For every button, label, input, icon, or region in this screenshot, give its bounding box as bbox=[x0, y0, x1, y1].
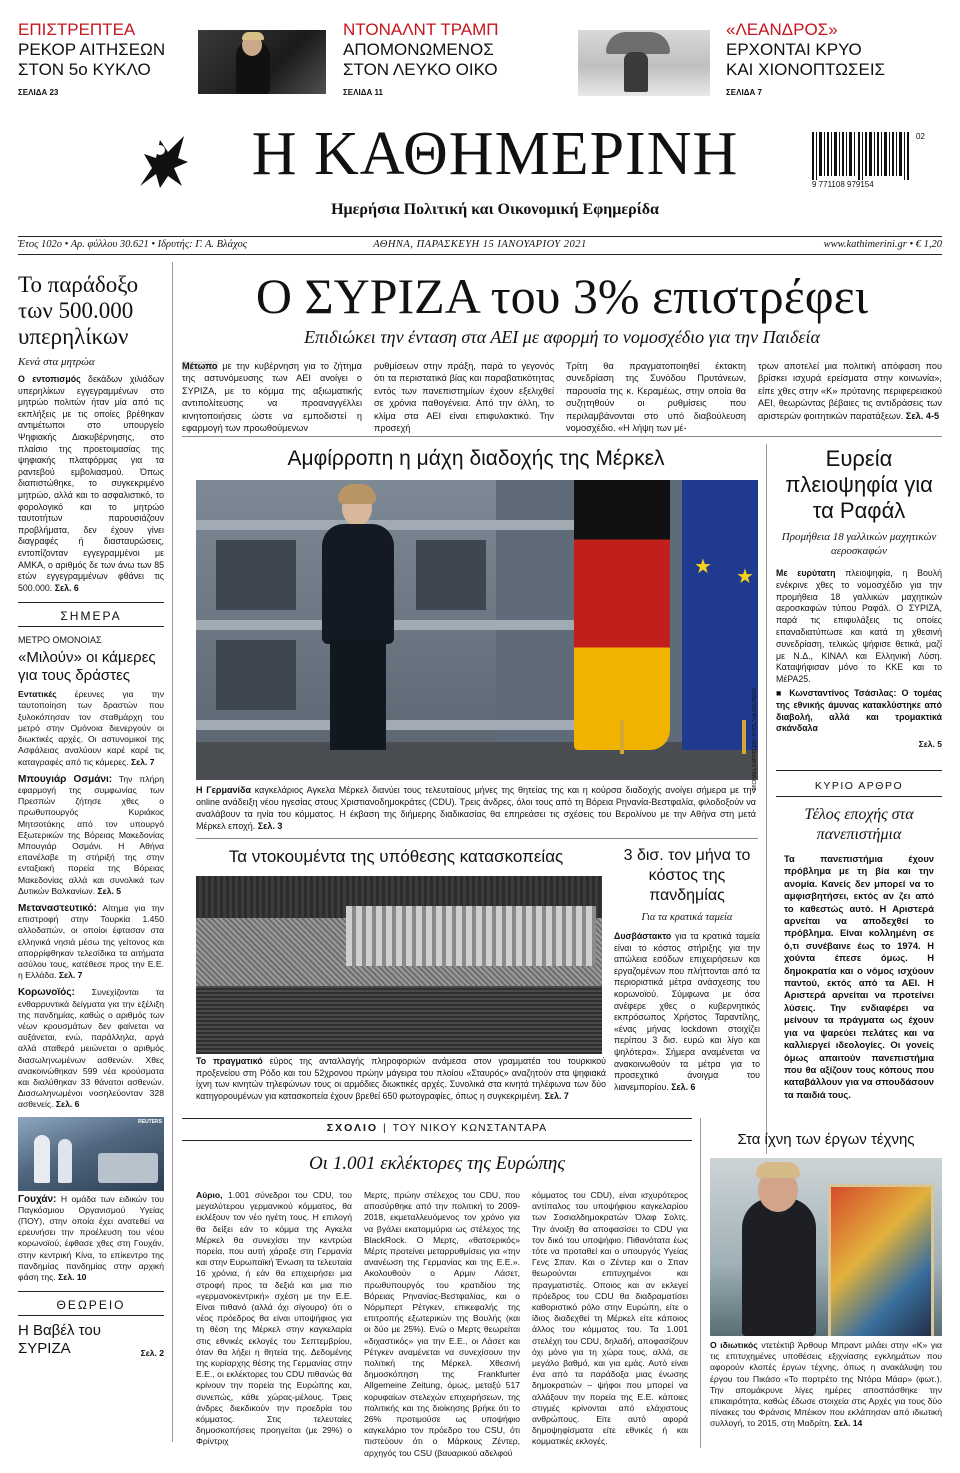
teaser-title: ΣΤΟΝ 5ο ΚΥΚΛΟ bbox=[18, 60, 151, 79]
sphinx-logo-icon bbox=[130, 128, 194, 194]
theoreio-header bbox=[18, 1291, 164, 1316]
commentary-title[interactable]: Οι 1.001 εκλέκτορες της Ευρώπης bbox=[308, 1153, 566, 1174]
rafale-body-text: πλειοψηφία, η Βουλή ενέκρινε χθες το νομοσχέδιο για την προμήθεια 18 γαλλικών μαχητικών αεροσκαφών τύπου Ραφάλ. Ο ΣΥΡΙΖΑ, παρά τις επιφυλάξεις τις οποίες επαναδιατύπωσε και κατά τη χθεσινή συνεδρίαση, τελικώς ψήφισε θετικά, μαζί με Ν.Δ., ΚΙΝΑΛ και Ελληνική Λύση. Καταψήφισαν μόνο το ΚΚΕ και το ΜέΡΑ25. bbox=[776, 568, 942, 685]
photo-credit: REUTERS bbox=[138, 1118, 162, 1125]
art-column-rule bbox=[700, 1118, 701, 1448]
brief-item bbox=[18, 903, 164, 981]
brief-text: Αίτημα για την επιστροφή στην Τουρκία 1.450 αλλοδαπών, οι οποίοι έφτασαν στα ελληνικά νησιά μέσω της γείτονος και απορρίφθηκαν τελεσίδικα τα αιτήματα ασύλου τους, κατέθεσε προς την Ε.Ε. η Ελλάδα. bbox=[18, 902, 164, 981]
detective-figure bbox=[742, 1198, 816, 1336]
brief-item bbox=[18, 774, 164, 897]
teaser-title: ΣΤΟΝ ΛΕΥΚΟ ΟΙΚΟ bbox=[343, 60, 498, 79]
center-right-rule bbox=[766, 444, 767, 1154]
teaser-kicker: ΕΠΙΣΤΡΕΠΤΕΑ bbox=[18, 20, 136, 39]
today-header bbox=[18, 602, 164, 627]
teaser-title: ΕΡΧΟΝΤΑΙ ΚΡΥΟ bbox=[726, 40, 862, 59]
espionage-headline[interactable]: Τα ντοκουμέντα της υπόθεσης κατασκοπείας bbox=[228, 847, 564, 866]
rafale-body bbox=[776, 568, 942, 686]
merkel-photo bbox=[196, 480, 758, 780]
floor bbox=[196, 742, 758, 780]
editorial-header-box bbox=[776, 771, 942, 797]
teaser-page: ΣΕΛΙΔΑ 23 bbox=[18, 88, 59, 97]
brief-ref: Σελ. 7 bbox=[56, 970, 83, 981]
metro-body-lead: Εντατικές bbox=[18, 689, 57, 700]
lead-col bbox=[182, 360, 362, 434]
trump-hair bbox=[242, 32, 264, 40]
commentary-label: ΣΧΟΛΙΟ bbox=[326, 1122, 379, 1134]
building-window bbox=[216, 540, 296, 610]
lead-col-lead: Μέτωπο bbox=[182, 361, 218, 371]
lead-col-text: με την κυβέρνηση για το ζήτημα της αστυνόμευσης των ΑΕΙ ανοίγει ο ΣΥΡΙΖΑ, με το κόμμα της αξιωματικής αντιπολίτευσης να προαναγγέλλει κινητοποιήσεις ώστε να εμποδιστεί η εφαρμογή των προωθούμενων bbox=[182, 361, 362, 434]
commentary-col bbox=[196, 1190, 352, 1448]
newspaper-name: Η ΚΑΘΗΜΕΡΙΝΗ bbox=[251, 120, 739, 188]
wuhan-ref: Σελ. 10 bbox=[55, 1272, 87, 1283]
building-balcony bbox=[196, 720, 576, 730]
theoreio-title[interactable]: Η Βαβέλ του ΣΥΡΙΖΑ bbox=[18, 1322, 101, 1358]
art-caption bbox=[710, 1340, 942, 1430]
masthead bbox=[0, 110, 960, 236]
newspaper-subtitle: Ημερήσια Πολιτική και Οικονομική Εφημερίδα bbox=[331, 201, 659, 218]
commentary-header-rule bbox=[182, 1140, 692, 1141]
pandemic-body bbox=[614, 931, 760, 1093]
issue-date: ΑΘΗΝΑ, ΠΑΡΑΣΚΕΥΗ 15 ΙΑΝΟΥΑΡΙΟΥ 2021 bbox=[373, 239, 587, 250]
lead-col-text: Τρίτη θα πραγματοποιηθεί έκτακτη συνεδρίαση της Συνόδου Πρυτάνεων, παρουσία της κ. Κεραμέως, στην οποία θα συζητηθούν οι ρυθμίσεις που περιλαμβάνονται στο υπό διαβούλευση νομοσχέδιο. «Η λήψη των μέ- bbox=[566, 361, 746, 434]
wuhan-photo bbox=[18, 1117, 164, 1191]
picasso-painting bbox=[828, 1184, 934, 1336]
lead-col bbox=[374, 360, 554, 434]
teaser-kicker: «ΛΕΑΝΔΡΟΣ» bbox=[726, 20, 838, 39]
barcode-issue: 02 bbox=[916, 132, 925, 141]
eu-star-icon: ★ bbox=[694, 556, 712, 578]
lead-col bbox=[566, 360, 746, 434]
brief-item bbox=[18, 987, 164, 1110]
flagpole bbox=[742, 720, 746, 754]
teaser-title: ΡΕΚΟΡ ΑΙΤΗΣΕΩΝ bbox=[18, 40, 166, 59]
umbrella bbox=[606, 32, 670, 54]
wuhan-text: Η ομάδα των ειδικών του Παγκόσμιου Οργανισμού Υγείας (ΠΟΥ), στην οποία έχει ανατεθεί να ερευνήσει την προέλευση του νέου κορωνοϊού, έφθασε χθες στη Γουχάν, στην κεντρική Κίνα, το επίκεντρο της πανδημίας πανδημίας στην αρχική φάση της. bbox=[18, 1193, 164, 1283]
left-lead-body-lead: Ο εντοπισμός bbox=[18, 374, 81, 384]
merkel-caption-text: καγκελάριος Αγκελα Μέρκελ διανύει τους τελευταίους μήνες της θητείας της και η κούρσα διαδοχής ανοίγει σήμερα με την online ανάδειξη νέου ηγεσίας στους Χριστιανοδημοκράτες (CDU). Τρεις άνδρες, όλοι τους από τη Βόρεια Ρηνανία-Βεστφαλία, φιλοδοξούν να αναλάβουν τα ηνία του κόμματος. Η έκβαση της διήμερης διαδικασίας θα επηρεάσει τις σχέσεις του Βερολίνου με την Αθήνα στη μετά Μέρκελ εποχή. bbox=[196, 785, 756, 831]
espionage-caption-lead: Το πραγματικό bbox=[196, 1056, 263, 1066]
merkel-headline[interactable]: Αμφίρροπη η μάχη διαδοχής της Μέρκελ bbox=[287, 447, 665, 470]
teaser-title: ΚΑΙ ΧΙΟΝΟΠΤΩΣΕΙΣ bbox=[726, 60, 886, 79]
teaser-card[interactable] bbox=[18, 20, 188, 102]
teaser-page: ΣΕΛΙΔΑ 7 bbox=[726, 88, 762, 97]
commentary-header bbox=[182, 1122, 692, 1134]
lead-subhead: Επιδιώκει την ένταση στα ΑΕΙ με αφορμή το νομοσχέδιο για την Παιδεία bbox=[304, 327, 820, 347]
art-caption-text: ντετέκτιβ Άρθουρ Μπραντ μιλάει στην «Κ» για τις επιτυχημένες υποθέσεις εξιχνίασης εγκλημάτων που αφορούν κλοπές έργων τέχνης, όπως η ανακάλυψη του έργου του Πικάσο «Το πορτρέτο της Ντόρα Μάαρ» (φωτ.). Την απομάκρυνε λίγες ημέρες αποσπάσθηκε την επικαιρότητα, καθώς έδωσε στοιχεία στις Αρχές για τους δύο πίνακες του Φράνσις Μπέικον που εκλάπησαν από ιδιωτική συλλογή, το 2015, στη Μαδρίτη. bbox=[710, 1340, 943, 1429]
espionage-caption-ref: Σελ. 7 bbox=[542, 1090, 569, 1101]
theoreio-header-label: ΘΕΩΡΕΙΟ bbox=[56, 1298, 126, 1313]
brief-lead: Κορωνοϊός: bbox=[18, 987, 75, 999]
commentary-top-rule bbox=[182, 1118, 692, 1119]
german-flag bbox=[574, 480, 670, 750]
barcode-number: 9 771108 979154 bbox=[812, 180, 874, 189]
espionage-photo bbox=[196, 876, 602, 1054]
snow-person bbox=[624, 52, 648, 92]
left-column bbox=[18, 272, 164, 1447]
rafale-opinion-text: Ο τομέας της εθνικής άμυνας κατακλύστηκε από διαβολή, αλλά και τρομακτικά σκάνδαλα bbox=[776, 687, 942, 734]
pandemic-deck: Για τα κρατικά ταμεία bbox=[641, 912, 733, 923]
brief-lead: Μπουγιάρ Οσμάνι: bbox=[18, 773, 113, 785]
barcode-icon bbox=[812, 132, 914, 180]
metro-body-ref: Σελ. 7 bbox=[128, 756, 155, 767]
lead-col-text: ρυθμίσεων στην πράξη, παρά το γεγονός ότι τα περιστατικά βίας και παραβατικότητας εντός των πανεπιστημίων έχουν εξελιχθεί σε χρόνια παθογένεια. Από την άλλη, το κλίμα στα ΑΕΙ είναι επιφυλακτικό. Την προσεχή bbox=[374, 361, 554, 434]
commentary-col-lead: Αύριο, bbox=[196, 1190, 223, 1200]
art-headline[interactable]: Στα ίχνη των έργων τέχνης bbox=[737, 1131, 915, 1148]
art-caption-ref: Σελ. 14 bbox=[831, 1418, 863, 1429]
left-lead-title[interactable]: Το παράδοξο των 500.000 υπερηλίκων bbox=[18, 272, 139, 349]
building-window bbox=[416, 540, 486, 610]
espionage-top-rule bbox=[196, 838, 758, 839]
hazmat-figure bbox=[58, 1139, 72, 1183]
rafale-ref: Σελ. 5 bbox=[918, 739, 942, 750]
editorial-body: Τα πανεπιστήμια έχουν πρόβλημα με τη βία και την ανομία. Κανείς δεν μπορεί να το αμφισβητήσει, εκτός αν ζει από το καθεστώς αυτό. Η Αριστερά αρνείται να αποδεχθεί το πρόβλημα. Είναι κολλημένη σε ό,τι συνέβαινε έως το 1974. Η χούντα έπεσε όμως. Η δημοκρατία και ο νόμος ισχύουν παντού, εκτός από τα ΑΕΙ. Η Αριστερά αρνείται να προτείνει λύσεις. Την ενδιαφέρει να μείνουν τα πράγματα ως έχουν για να ψαρεύει πελάτες και να καλλιεργεί ιδεολογίες. Οι γονείς όμως απαιτούν πανεπιστήμια που θα αξίζουν τους κόπους που καταβάλλουν για να σπουδάσουν τα παιδιά τους. bbox=[784, 853, 934, 1100]
lead-col-text: τρων αποτελεί μια πολιτική απόφαση που βρίσκει ισχυρά ερείσματα στην κοινωνία», είπε χθες στην «Κ» πρύτανης περιφερειακού ΑΕΙ, θεωρώντας βέβαιες τις αντιδράσεις των αριστερών φοιτητικών παρατάξεων. bbox=[758, 361, 942, 421]
trump-photo bbox=[198, 30, 326, 94]
infobar-bottom-rule bbox=[18, 254, 942, 255]
rafale-author: ■ Κωνσταντίνος Τσάσιλας: bbox=[776, 687, 897, 698]
lead-col bbox=[758, 360, 942, 422]
wuhan-caption bbox=[18, 1194, 164, 1284]
merkel-caption-ref: Σελ. 3 bbox=[255, 821, 283, 831]
website-price[interactable]: www.kathimerini.gr • € 1,20 bbox=[823, 239, 942, 250]
merkel-legs bbox=[330, 640, 386, 750]
snow-photo bbox=[578, 30, 710, 96]
editorial-box bbox=[776, 770, 942, 1101]
left-lead-body-text: δεκάδων χιλιάδων υπερηλίκων εγγεγραμμένων στο μητρώο πολιτών ήταν μία από τις εκπλήξεις με τις οποίες βρέθηκαν αντιμέτωποι στο υπουργείο Ψηφιακής Διακυβέρνησης, στο πλαίσιο της προετοιμασίας της ψηφιακής πλατφόρμας για τα ραντεβού εμβολιασμού. Όπως διαπιστώθηκε, το συγκεκριμένο μητρώο, αλλά και το ασφαλιστικό, το φορολογικό και το μητρώο ταυτοτήτων παρουσιάζουν προβλήματα, δεν έχουν γίνει διαγραφές ή διασταυρώσεις, εντοπίζονταν εγγεγραμμένοι με ΑΜΚΑ, ο αριθμός δε των άνω των 85 ετών εγγεγραμμένων φθάνει τις 500.000. bbox=[18, 374, 164, 593]
commentary-author: ΤΟΥ ΝΙΚΟΥ ΚΩΝΣΤΑΝΤΑΡΑ bbox=[392, 1122, 548, 1134]
vehicle bbox=[98, 1153, 158, 1183]
rafale-title[interactable]: Ευρεία πλειοψηφία για τα Ραφάλ bbox=[785, 446, 933, 523]
metro-body bbox=[18, 689, 164, 767]
metro-title[interactable]: «Μιλούν» οι κάμερες για τους δράστες bbox=[18, 649, 156, 685]
pandemic-title[interactable]: 3 δισ. τον μήνα το κόστος της πανδημίας bbox=[623, 847, 751, 904]
metro-kicker: ΜΕΤΡΟ ΟΜΟΝΟΙΑΣ bbox=[18, 635, 102, 646]
editorial-header: ΚΥΡΙΟ ΑΡΘΡΟ bbox=[814, 780, 904, 792]
brief-lead: Μεταναστευτικό: bbox=[18, 902, 97, 914]
merkel-jacket bbox=[322, 524, 394, 644]
espionage-caption-text: εύρος της ανταλλαγής πληροφοριών ανάμεσα στον γραμματέα του τουρκικού προξενείου στη Ρόδο και του 52χρονου πρώην μάγειρα του πλοίου «Σταυρός» αναζητούν στα ψηφιακά ίχνη των κινητών τηλεφώνων τους οι αρμόδιες διωκτικές αρχές. Συνολικά στα κινητά τηλέφωνα των δύο κατηγορουμένων για κατασκοπεία έχουν βρεθεί 650 φωτογραφίες, όπως η συγκεκριμένη. bbox=[196, 1056, 606, 1101]
rafale-deck: Προμήθεια 18 γαλλικών μαχητικών αεροσκαφών bbox=[781, 531, 937, 557]
espionage-caption bbox=[196, 1056, 606, 1102]
barcode bbox=[812, 132, 932, 190]
rafale-opinion bbox=[776, 688, 942, 735]
teaser-page: ΣΕΛΙΔΑ 11 bbox=[343, 88, 383, 97]
left-lead-body-ref: Σελ. 6 bbox=[52, 582, 79, 593]
rafale-body-lead: Με ευρύτατη bbox=[776, 568, 836, 578]
commentary-col-text: κόμματος του CDU), είναι ισχυρότερος αντίπαλος του υποψήφιου καγκελαρίου των Σοσιαλδημοκρατών Όλαφ Σολτς. Την άνοιξη θα αποφασίσει το CDU για τον δικό του υποψήφιο. Πιθανότατα έως τότε να προταθεί και ο υπουργός Υγείας Γενς Σπαν. Και ο Ζέντερ και ο Σπαν θεωρούνται επιτυχημένοι και πραγματιστές. Οποιος και αν εκλεγεί πρόεδρος του CDU θα διαδραματίσει καθοριστικό ρόλο στην Ευρώπη, είτε ο ίδιος διαδεχθεί τη Μέρκελ είτε κάποιος άλλος του κόμματος του. Τα 1.001 στελέχη του CDU, δηλαδή, αποφασίζουν όχι μόνο για τη χώρα τους, αλλά, σε μεγάλο βαθμό, και για εμάς. Αυτό είναι ένα από τα παράδοξα μιας ένωσης δημοκρατιών – ψήφοι που μπορεί να αλλάξουν την πορεία της Ε.Ε. κάποιες στιγμές κρίνονται από ελάχιστους ανθρώπους. Είτε αυτό αφορά δημοψηφίσματα είτε εθνικές ή και κομματικές εκλογές. bbox=[532, 1190, 688, 1447]
left-lead-deck: Κενά στα μητρώα bbox=[18, 356, 95, 368]
lead-col-ref: Σελ. 4-5 bbox=[903, 410, 940, 421]
issue-info: Έτος 102ο • Αρ. φύλλου 30.621 • Ιδρυτής: Γ. Α. Βλάχος bbox=[18, 239, 248, 250]
pandemic-body-lead: Δυσβάστακτο bbox=[614, 931, 672, 941]
merkel-caption-lead: Η Γερμανίδα bbox=[196, 785, 252, 795]
teaser-band bbox=[0, 0, 960, 108]
commentary-col bbox=[364, 1190, 520, 1459]
left-column-rule bbox=[172, 262, 173, 1442]
lead-bottom-rule bbox=[182, 436, 942, 437]
merkel-caption bbox=[196, 784, 756, 832]
infobar-top-rule bbox=[18, 236, 942, 237]
teaser-title: ΑΠΟΜΟΝΩΜΕΝΟΣ bbox=[343, 40, 494, 59]
commentary-col-text: Μερτς, πρώην στέλεχος του CDU, που αποσύρθηκε από την πολιτική το 2009-2018, εκμεταλλευόμενος τον χρόνο για να βγάλει εκατομμύρια ως στέλεχος της BlackRock. Ο Μερτς, «θατσερικός» Μέρτς προτείνει μεταρρυθμίσεις για «την ανανέωση της Γερμανίας και της Ε.Ε.». Ακολουθούν ο Αρμιν Λάσετ, πρωθυπουργός του κρατιδίου της Βόρειας Ρηνανίας-Βεστφαλίας, και ο Νόρμπερτ Ρέτγκεν, επικεφαλής της επιτροπής εξωτερικών της Βουλής (και οι δύο με 25%). Ενώ ο Μερτς θεωρείται «διχαστικός» για την Ε.Ε., οι Λάσετ και Ρέτγκεν αναμένεται να συνεχίσουν την πολιτική της Μέρκελ. Χθεσινή δημοσκόπηση της Frankfurter Allgemeine Zeitung, όμως, μεταξύ 517 κορυφαίων στελεχών επιχειρήσεων, της πολιτικής και της διοίκησης βρήκε ότι το 26% προτιμούσε ως υποψήφιο καγκελάριο τον πρόεδρο του CSU, ότι πιστεύουν ότι ο Μάρκους Ζέντερ, αρχηγός του CSU (βαυαρικού αδελφού bbox=[364, 1190, 520, 1458]
building-window bbox=[216, 640, 296, 710]
teaser-kicker: ΝΤΟΝΑΛΝΤ ΤΡΑΜΠ bbox=[343, 20, 499, 39]
teaser-card[interactable] bbox=[343, 20, 523, 102]
hazmat-figure bbox=[34, 1135, 50, 1183]
brief-ref: Σελ. 5 bbox=[95, 885, 122, 896]
pandemic-article bbox=[614, 846, 760, 1093]
rafale-article bbox=[776, 446, 942, 749]
harbor-water bbox=[196, 986, 602, 1054]
wuhan-lead: Γουχάν: bbox=[18, 1193, 57, 1205]
flagpole bbox=[620, 720, 624, 754]
brief-text: Την πλήρη εφαρμογή της συμφωνίας των Πρεσπών ζήτησε χθες ο πρωθυπουργός Κυριάκος Μητσοτάκης από τον υπουργό Εξωτερικών της Βόρειας Μακεδονίας Μπουγιάρ Οσμάνι. Η Αθήνα επανέλαβε τη στήριξή της στην ενταξιακή πορεία της Βόρειας Μακεδονίας αλλά και συνολικά των Δυτικών Βαλκανίων. bbox=[18, 773, 164, 896]
pandemic-body-ref: Σελ. 6 bbox=[668, 1081, 696, 1092]
brief-text: Συνεχίζονται τα ενθαρρυντικά δείγματα για την εξέλιξη της πανδημίας, καθώς ο αριθμός των νέων κρουσμάτων δεν φαίνεται να αυξάνεται, ενώ, παράλληλα, αργά αλλά σταθερά μειώνεται ο αριθμός διασωληνωμένων ασθενών. Χθες ανακοινώθηκαν 599 νέα κρούσματα και διαλύθηκαν 33 θάνατοι ασθενών. Διασωληνωμένοι νοσηλεύονταν 328 ασθενείς. bbox=[18, 987, 164, 1110]
today-header-label: ΣΗΜΕΡΑ bbox=[60, 609, 122, 624]
harbor-buildings bbox=[346, 906, 596, 966]
commentary-col-text: 1.001 σύνεδροι του CDU, του μεγαλύτερου γερμανικού κόμματος, θα εκλέξουν τον νέο ηγέτη τους. Η επιλογή θα δείξει εάν το κόμμα της Αγκελα Μέρκελ θα συνεχίσει την κεντρώα πορεία, που αυτή χάραξε στη Γερμανία και στην Ευρωπαϊκή Ένωση τα τελευταία 16 χρόνια, ή εάν θα επιχειρήσει μια στροφή προς τα δεξιά και μια πιο «γερμανοκεντρική» σχέση με την Ε.Ε. Είναι πιθανό (αλλά όχι σίγουρο) ότι ο νέος πρόεδρος θα είναι υποψήφιος για τη θέση της Μέρκελ στην καγκελαρία στις εθνικές εκλογές του Σεπτεμβρίου, όταν θα λήξει η θητεία της. Δεδομένης της κυρίαρχης θέσης της Γερμανίας στην Ε.Ε., οι εκλέκτορες του CDU πιθανώς θα κρίνουν την πορεία της Ευρώπης και, συνεπώς, κάθε χώρας-μέλους. Τρεις άνδρες διεκδικούν την προεδρία του κόμματος. Στις τελευταίες δημοσκοπήσεις προηγείται (με 29%) ο Φρίντριχ bbox=[196, 1190, 352, 1447]
detective-hair bbox=[756, 1162, 800, 1178]
eu-flag bbox=[682, 480, 758, 750]
art-caption-lead: Ο ιδιωτικός bbox=[710, 1340, 758, 1350]
brief-ref: Σελ. 6 bbox=[53, 1099, 80, 1110]
commentary-col bbox=[532, 1190, 688, 1448]
art-photo bbox=[710, 1158, 942, 1336]
pandemic-body-text: για τα κρατικά ταμεία είναι το κόστος στήριξης για την απώλεια εσόδων επιχειρήσεων και εργαζομένων που πλήττονται από τα περιοριστικά μέτρα ανάσχεσης του κορωνοϊού. Σύμφωνα με όσα ανέφερε χθες ο κυβερνητικός εκπρόσωπος Χρήστος Ταραντίλης, «ένας μήνας lockdown στοιχίζει περίπου 3 δισ. ευρώ και λίγο και ψηλότερα». Σήμερα αναμένεται να ανακοινωθούν τα μέτρα για το προσεχτικό άνοιγμα του λιανεμπορίου. bbox=[614, 931, 760, 1092]
merkel-hair bbox=[338, 484, 376, 504]
commentary-separator: | bbox=[378, 1122, 393, 1134]
lead-headline[interactable]: Ο ΣΥΡΙΖΑ του 3% επιστρέφει bbox=[255, 268, 869, 324]
editorial-title[interactable]: Τέλος εποχής στα πανεπιστήμια bbox=[804, 806, 914, 843]
eu-star-icon: ★ bbox=[736, 566, 754, 588]
teaser-card[interactable] bbox=[726, 20, 906, 102]
left-lead-body bbox=[18, 374, 164, 594]
metro-body-text: έρευνες για την ταυτοποίηση των δραστών που ξυλοκόπησαν τον σταθμάρχη του μετρό στην Ομόνοια διενεργούν οι διωκτικές αρχές. Οι αστυνομικοί της Ασφάλειας αναλύουν καρέ καρέ τις καταγραφές από τις κάμερες. bbox=[18, 689, 164, 767]
theoreio-ref: Σελ. 2 bbox=[140, 1348, 164, 1359]
